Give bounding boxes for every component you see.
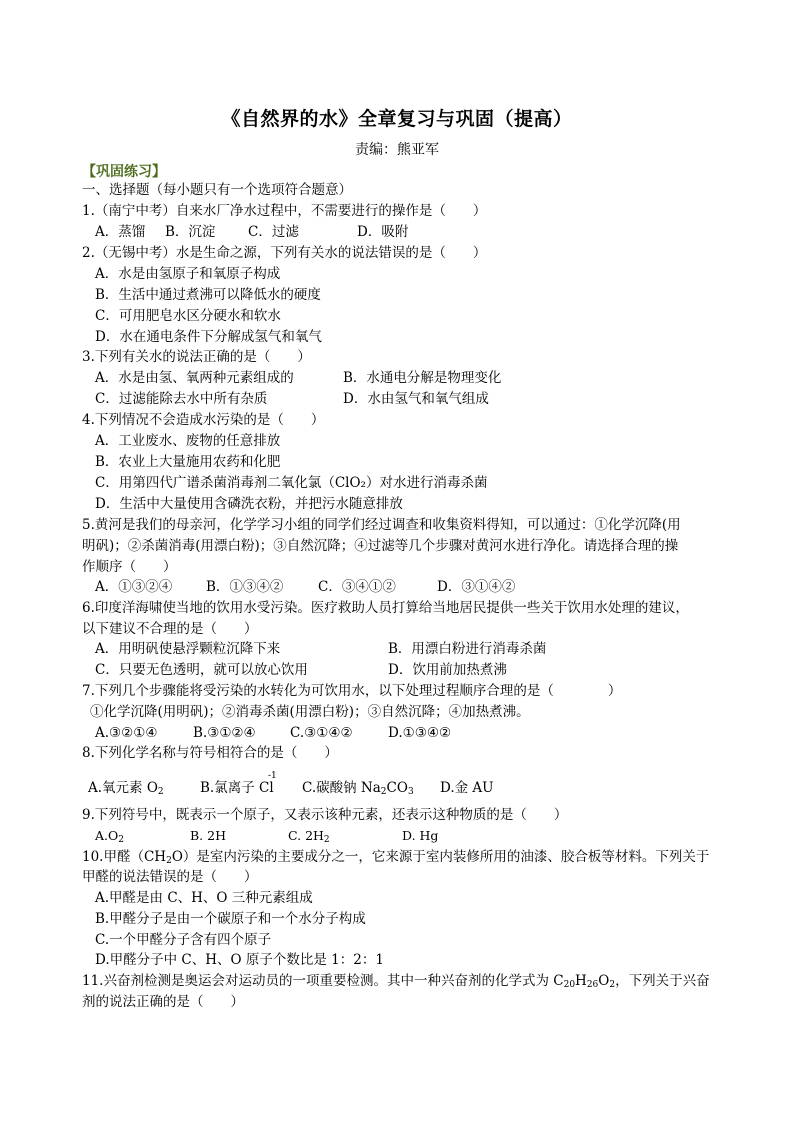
question-4-option-a: A．工业废水、废物的任意排放 [95, 433, 281, 449]
question-6-stem-line-2: 以下建议不合理的是（ ） [82, 621, 258, 637]
question-5-stem-line-3: 作顺序（ ） [82, 559, 177, 575]
section-tag: 【巩固练习】 [82, 164, 166, 180]
question-9-stem: 9.下列符号中，既表示一个原子，又表示该种元素，还表示这种物质的是（ ） [82, 807, 568, 823]
question-6-option-b: B．用漂白粉进行消毒杀菌 [388, 641, 547, 657]
question-5-option-c: C．③④①② [318, 579, 396, 595]
question-6-stem-line-1: 6.印度洋海啸使当地的饮用水受污染。医疗救助人员打算给当地居民提供一些关于饮用水处理的建议， [82, 600, 689, 616]
question-10-option-b: B.甲醛分子是由一个碳原子和一个水分子构成 [95, 911, 366, 927]
question-7-option-c: C.③①④② [290, 725, 353, 741]
question-5-option-a: A．①③②④ [95, 579, 173, 595]
question-3-option-d: D．水由氢气和氧气组成 [343, 391, 489, 407]
question-2-option-b: B．生活中通过煮沸可以降低水的硬度 [95, 287, 321, 303]
question-10-stem-line-2: 甲醛的说法错误的是（ ） [82, 869, 258, 885]
question-2-option-d: D．水在通电条件下分解成氢气和氧气 [95, 329, 322, 345]
question-11-stem-line-2: 剂的说法正确的是（ ） [82, 994, 244, 1010]
question-5-option-d: D．③①④② [437, 579, 516, 595]
question-3-option-b: B．水通电分解是物理变化 [343, 370, 502, 386]
question-4-option-d: D．生活中大量使用含磷洗衣粉，并把污水随意排放 [95, 496, 403, 512]
question-7-option-b: B.③①②④ [193, 725, 256, 741]
question-7-option-d: D.①③④② [388, 725, 452, 741]
question-4-stem: 4.下列情况不会造成水污染的是（ ） [82, 412, 325, 428]
question-2-stem: 2.（无锡中考）水是生命之源，下列有关水的说法错误的是（ ） [82, 245, 487, 261]
question-3-option-c: C．过滤能除去水中所有杂质 [95, 391, 268, 407]
question-9-option-a: $A.O_2$ [95, 828, 124, 845]
question-5-stem-line-1: 5.黄河是我们的母亲河，化学学习小组的同学们经过调查和收集资料得知，可以通过：①化学沉降(用 [82, 517, 681, 533]
question-1-option-b: B．沉淀 [165, 224, 216, 240]
question-6-option-d: D．饮用前加热煮沸 [388, 662, 507, 678]
question-9-option-d: D. Hg [402, 828, 439, 843]
question-6-option-c: C．只要无色透明，就可以放心饮用 [95, 662, 308, 678]
question-6-option-a: A．用明矾使悬浮颗粒沉降下来 [95, 641, 281, 657]
question-5-option-b: B．①③④② [206, 579, 284, 595]
question-7-stem: 7.下列几个步骤能将受污染的水转化为可饮用水，以下处理过程顺序合理的是（ ） [82, 683, 622, 699]
question-2-option-a: A．水是由氢原子和氧原子构成 [95, 266, 281, 282]
question-1-option-d: D．吸附 [357, 224, 409, 240]
question-10-option-a: A.甲醛是由 C、H、O 三种元素组成 [95, 890, 313, 906]
question-4-option-b: B．农业上大量施用农药和化肥 [95, 454, 281, 470]
question-7-option-a: A.③②①④ [95, 725, 158, 741]
question-1-option-c: C．过滤 [248, 224, 299, 240]
question-9-option-c: C. $2H_2$ [288, 828, 330, 845]
question-3-stem: 3.下列有关水的说法正确的是（ ） [82, 349, 311, 365]
question-1-stem: 1.（南宁中考）自来水厂净水过程中，不需要进行的操作是（ ） [82, 203, 487, 219]
question-8-option-c: C.碳酸钠 $Na_2CO_3$ [302, 780, 414, 797]
page-title: 《自然界的水》全章复习与巩固（提高） [221, 108, 573, 130]
question-11-stem-line-1: 11.兴奋剂检测是奥运会对运动员的一项重要检测。其中一种兴奋剂的化学式为 $C_{20}H_{26}O_2$，下列关于兴奋 [82, 973, 710, 990]
question-8-option-a: A.氧元素 $O_2$ [88, 780, 164, 797]
question-1-option-a: A．蒸馏 [95, 224, 146, 240]
question-5-stem-line-2: 明矾)；②杀菌消毒(用漂白粉)；③自然沉降；④过滤等几个步骤对黄河水进行净化。请选择合理的操 [82, 538, 679, 554]
question-8-stem: 8.下列化学名称与符号相符合的是（ ） [82, 745, 338, 761]
question-10-option-c: C.一个甲醛分子含有四个原子 [95, 932, 272, 948]
question-3-option-a: A．水是由氢、氧两种元素组成的 [95, 370, 294, 386]
question-7-steps: ①化学沉降(用明矾)；②消毒杀菌(用漂白粉)；③自然沉降；④加热煮沸。 [90, 704, 530, 720]
question-9-option-b: B. 2H [190, 828, 226, 843]
question-4-option-c: C．用第四代广谱杀菌消毒剂二氧化氯（ClO₂）对水进行消毒杀菌 [95, 475, 488, 491]
editor-credit: 责编：熊亚军 [355, 142, 439, 158]
part-heading: 一、选择题（每小题只有一个选项符合题意） [82, 182, 352, 198]
question-2-option-c: C．可用肥皂水区分硬水和软水 [95, 308, 281, 324]
question-10-option-d: D.甲醛分子中 C、H、O 原子个数比是 1：2：1 [95, 952, 384, 968]
question-8-option-d: D.金 AU [440, 780, 494, 796]
question-10-stem-line-1: 10.甲醛$(CH_2O)$是室内污染的主要成分之一，它来源于室内装修所用的油漆、胶合板等材料。下列关于 [82, 849, 710, 866]
question-8-option-b: B.氯离子 Cl -1 [200, 771, 277, 796]
